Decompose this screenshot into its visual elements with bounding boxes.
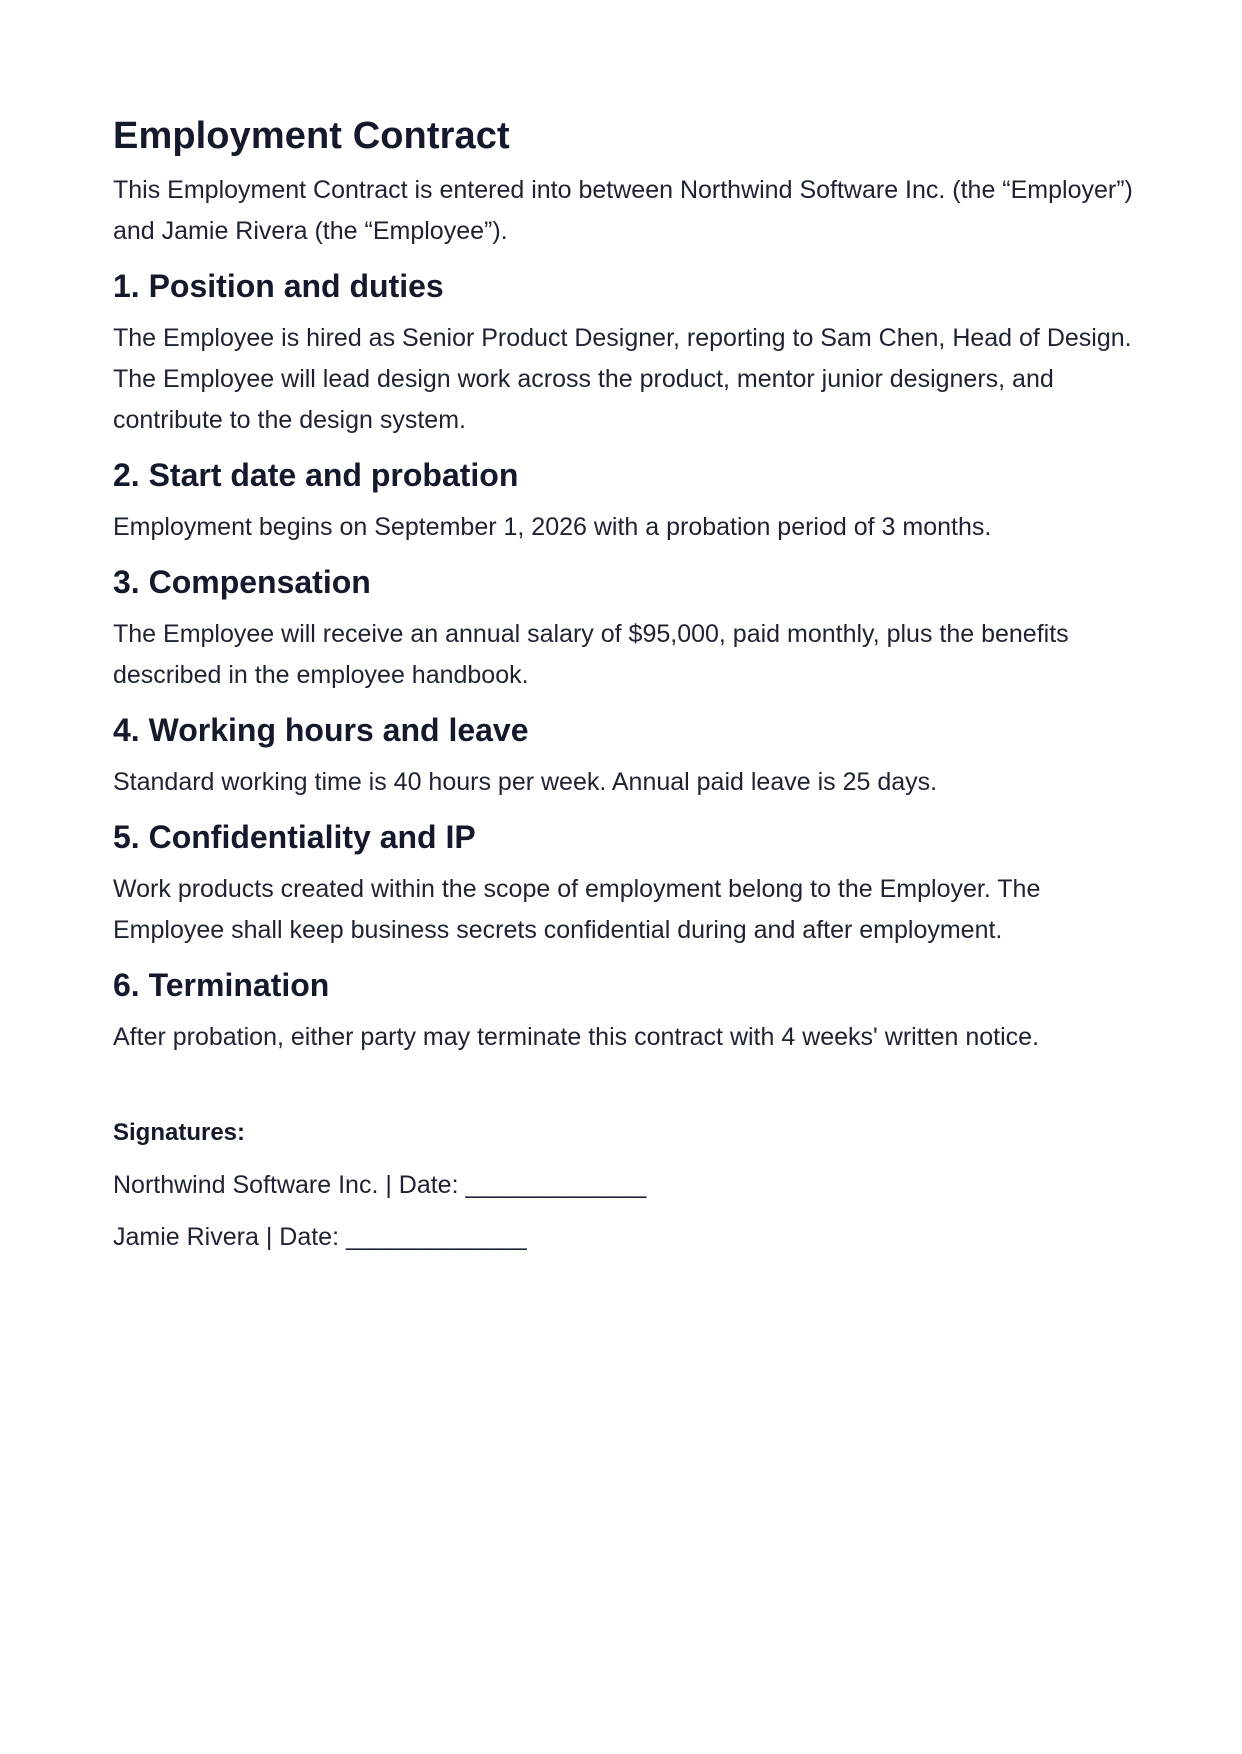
intro-paragraph: This Employment Contract is entered into between Northwind Software Inc. (the “Employer”) and Jamie Rivera (the “Employee”). [113, 176, 1133, 245]
section-working-hours-leave [113, 706, 1133, 803]
section-body: Employment begins on September 1, 2026 with a probation period of 3 months. [113, 513, 992, 541]
section-confidentiality-ip [113, 813, 1133, 951]
section-termination [113, 961, 1133, 1058]
section-heading: 2. Start date and probation [113, 457, 519, 493]
contract-document [113, 108, 1133, 1254]
signatures-heading: Signatures: [113, 1119, 246, 1146]
employee-signature-line: Jamie Rivera | Date: _____________ [113, 1223, 527, 1251]
section-compensation [113, 558, 1133, 696]
section-body: Standard working time is 40 hours per week. Annual paid leave is 25 days. [113, 768, 938, 796]
section-body: After probation, either party may terminate this contract with 4 weeks' written notice. [113, 1023, 1040, 1051]
section-body: The Employee is hired as Senior Product Designer, reporting to Sam Chen, Head of Design. The Employee will lead design work across the product, mentor junior designers, and contribute to the design system. [113, 324, 1132, 434]
section-heading: 6. Termination [113, 967, 330, 1003]
section-body: The Employee will receive an annual salary of $95,000, paid monthly, plus the benefits described in the employee handbook. [113, 620, 1069, 689]
section-body: Work products created within the scope of employment belong to the Employer. The Employee shall keep business secrets confidential during and after employment. [113, 875, 1041, 944]
section-position-duties [113, 262, 1133, 441]
employer-signature-line: Northwind Software Inc. | Date: _____________ [113, 1171, 647, 1199]
section-start-date-probation [113, 451, 1133, 548]
document-title: Employment Contract [113, 115, 510, 157]
section-heading: 3. Compensation [113, 564, 371, 600]
signature-block [113, 1116, 1133, 1254]
section-heading: 1. Position and duties [113, 268, 444, 304]
section-heading: 5. Confidentiality and IP [113, 819, 476, 855]
section-heading: 4. Working hours and leave [113, 712, 529, 748]
